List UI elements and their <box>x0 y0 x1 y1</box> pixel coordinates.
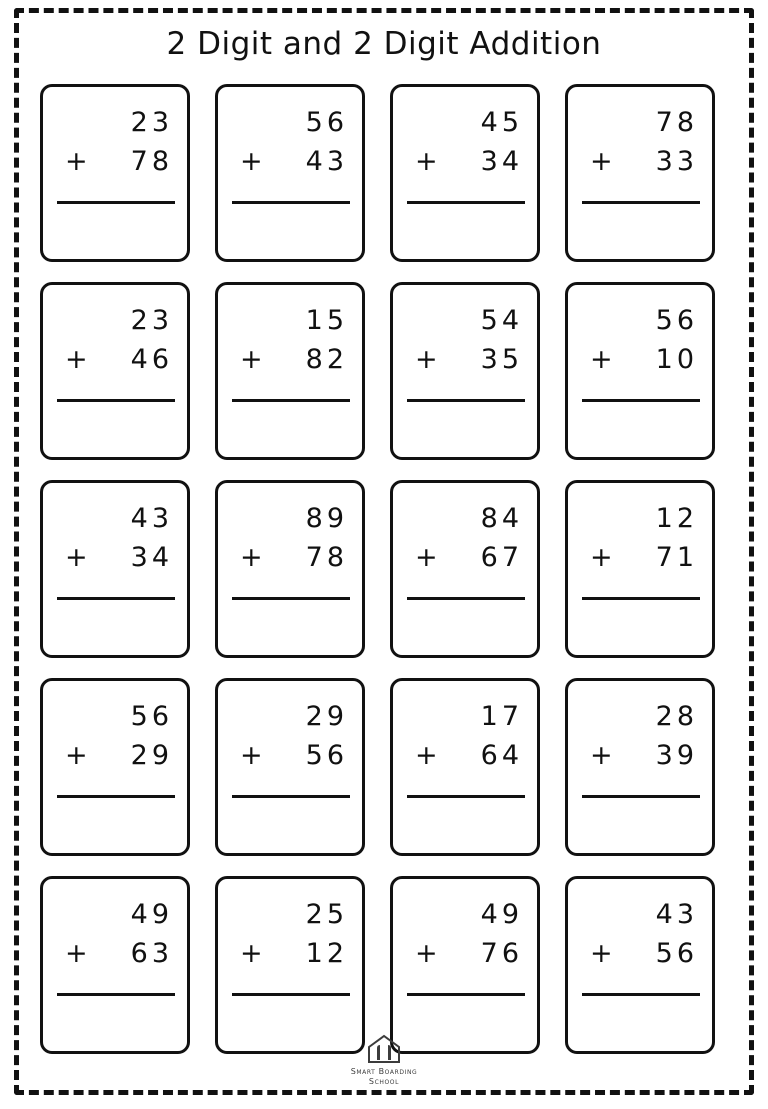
addend-top: 56 <box>305 107 348 138</box>
problem-card <box>215 84 365 262</box>
problem-operands <box>218 697 348 775</box>
addend-bottom-row <box>43 736 173 775</box>
addend-bottom: 29 <box>130 740 173 772</box>
answer-line <box>582 795 700 798</box>
addend-bottom: 43 <box>305 146 348 178</box>
addend-bottom: 78 <box>130 146 173 178</box>
addend-bottom-row <box>393 934 523 973</box>
problem-operands <box>218 499 348 577</box>
addend-bottom-row <box>43 340 173 379</box>
answer-line <box>232 993 350 996</box>
operator-symbol: + <box>65 146 92 178</box>
problem-operands <box>568 499 698 577</box>
addend-top: 89 <box>305 503 348 534</box>
operator-symbol: + <box>590 542 617 574</box>
addend-top: 28 <box>655 701 698 732</box>
addend-bottom-row <box>393 142 523 181</box>
operator-symbol: + <box>65 344 92 376</box>
addend-bottom: 35 <box>480 344 523 376</box>
answer-line <box>582 399 700 402</box>
problem-operands <box>43 499 173 577</box>
problem-card <box>215 678 365 856</box>
addend-bottom-row <box>43 538 173 577</box>
addend-bottom-row <box>568 142 698 181</box>
operator-symbol: + <box>415 938 442 970</box>
addend-top: 23 <box>130 305 173 336</box>
answer-line <box>232 201 350 204</box>
answer-line <box>582 993 700 996</box>
operator-symbol: + <box>240 542 267 574</box>
brand-name-line1: Smart Boarding <box>350 1067 418 1076</box>
operator-symbol: + <box>65 938 92 970</box>
addend-bottom-row <box>568 736 698 775</box>
addend-bottom-row <box>393 538 523 577</box>
addend-top: 49 <box>480 899 523 930</box>
addend-bottom: 39 <box>655 740 698 772</box>
addend-bottom: 12 <box>305 938 348 970</box>
problem-card <box>215 876 365 1054</box>
addend-top: 45 <box>480 107 523 138</box>
addend-top: 43 <box>655 899 698 930</box>
page-title: 2 Digit and 2 Digit Addition <box>166 26 602 62</box>
addend-bottom-row <box>218 538 348 577</box>
answer-line <box>57 795 175 798</box>
operator-symbol: + <box>240 740 267 772</box>
addend-top: 17 <box>480 701 523 732</box>
addend-bottom: 34 <box>130 542 173 574</box>
addend-bottom: 78 <box>305 542 348 574</box>
problem-card <box>40 282 190 460</box>
operator-symbol: + <box>590 938 617 970</box>
problem-card <box>40 84 190 262</box>
addend-top: 15 <box>305 305 348 336</box>
problem-operands <box>218 103 348 181</box>
problem-card <box>565 84 715 262</box>
addend-bottom: 34 <box>480 146 523 178</box>
problems-grid <box>40 84 740 1054</box>
answer-line <box>57 399 175 402</box>
problem-operands <box>43 697 173 775</box>
problem-card <box>390 84 540 262</box>
addend-bottom-row <box>218 142 348 181</box>
answer-line <box>232 597 350 600</box>
addend-bottom-row <box>568 934 698 973</box>
operator-symbol: + <box>415 344 442 376</box>
addend-bottom-row <box>568 340 698 379</box>
problem-card <box>390 876 540 1054</box>
answer-line <box>232 399 350 402</box>
addend-bottom: 76 <box>480 938 523 970</box>
problem-operands <box>568 895 698 973</box>
addend-bottom-row <box>218 934 348 973</box>
answer-line <box>407 597 525 600</box>
addend-top: 78 <box>655 107 698 138</box>
operator-symbol: + <box>590 740 617 772</box>
addend-top: 56 <box>655 305 698 336</box>
problem-operands <box>568 697 698 775</box>
answer-line <box>57 201 175 204</box>
addend-bottom: 71 <box>655 542 698 574</box>
problem-card <box>565 480 715 658</box>
operator-symbol: + <box>415 740 442 772</box>
problem-operands <box>393 103 523 181</box>
problem-card <box>390 282 540 460</box>
addend-top: 84 <box>480 503 523 534</box>
addend-bottom-row <box>43 934 173 973</box>
addend-bottom: 82 <box>305 344 348 376</box>
operator-symbol: + <box>590 344 617 376</box>
answer-line <box>407 993 525 996</box>
operator-symbol: + <box>65 740 92 772</box>
addend-bottom: 67 <box>480 542 523 574</box>
addend-bottom-row <box>393 340 523 379</box>
operator-symbol: + <box>240 938 267 970</box>
addend-top: 54 <box>480 305 523 336</box>
operator-symbol: + <box>240 344 267 376</box>
operator-symbol: + <box>415 542 442 574</box>
addend-top: 12 <box>655 503 698 534</box>
addend-bottom: 56 <box>305 740 348 772</box>
addend-bottom: 63 <box>130 938 173 970</box>
operator-symbol: + <box>240 146 267 178</box>
problem-card <box>40 480 190 658</box>
problem-operands <box>568 103 698 181</box>
addend-bottom-row <box>218 736 348 775</box>
problem-card <box>565 282 715 460</box>
addend-bottom-row <box>218 340 348 379</box>
answer-line <box>582 201 700 204</box>
addend-top: 43 <box>130 503 173 534</box>
answer-line <box>232 795 350 798</box>
problem-operands <box>393 697 523 775</box>
addend-bottom: 46 <box>130 344 173 376</box>
addend-top: 29 <box>305 701 348 732</box>
problem-operands <box>393 499 523 577</box>
problem-card <box>565 678 715 856</box>
problem-card <box>215 480 365 658</box>
answer-line <box>407 795 525 798</box>
addend-bottom: 10 <box>655 344 698 376</box>
answer-line <box>407 201 525 204</box>
addend-bottom-row <box>43 142 173 181</box>
problem-card <box>390 480 540 658</box>
problem-operands <box>218 301 348 379</box>
brand-name-line2: School <box>368 1077 400 1086</box>
addend-bottom-row <box>393 736 523 775</box>
addend-top: 49 <box>130 899 173 930</box>
operator-symbol: + <box>590 146 617 178</box>
problem-operands <box>43 301 173 379</box>
addend-bottom: 64 <box>480 740 523 772</box>
problem-operands <box>393 301 523 379</box>
problem-operands <box>218 895 348 973</box>
answer-line <box>582 597 700 600</box>
problem-card <box>390 678 540 856</box>
footer-branding <box>0 1034 768 1087</box>
addend-top: 56 <box>130 701 173 732</box>
answer-line <box>407 399 525 402</box>
problem-card <box>40 876 190 1054</box>
problem-card <box>40 678 190 856</box>
operator-symbol: + <box>65 542 92 574</box>
problem-card <box>565 876 715 1054</box>
answer-line <box>57 993 175 996</box>
answer-line <box>57 597 175 600</box>
problem-operands <box>43 895 173 973</box>
problem-operands <box>393 895 523 973</box>
problem-operands <box>43 103 173 181</box>
problem-card <box>215 282 365 460</box>
addend-bottom: 33 <box>655 146 698 178</box>
addend-top: 25 <box>305 899 348 930</box>
house-book-logo-icon <box>367 1034 401 1064</box>
problem-operands <box>568 301 698 379</box>
operator-symbol: + <box>415 146 442 178</box>
addend-top: 23 <box>130 107 173 138</box>
addend-bottom: 56 <box>655 938 698 970</box>
addend-bottom-row <box>568 538 698 577</box>
